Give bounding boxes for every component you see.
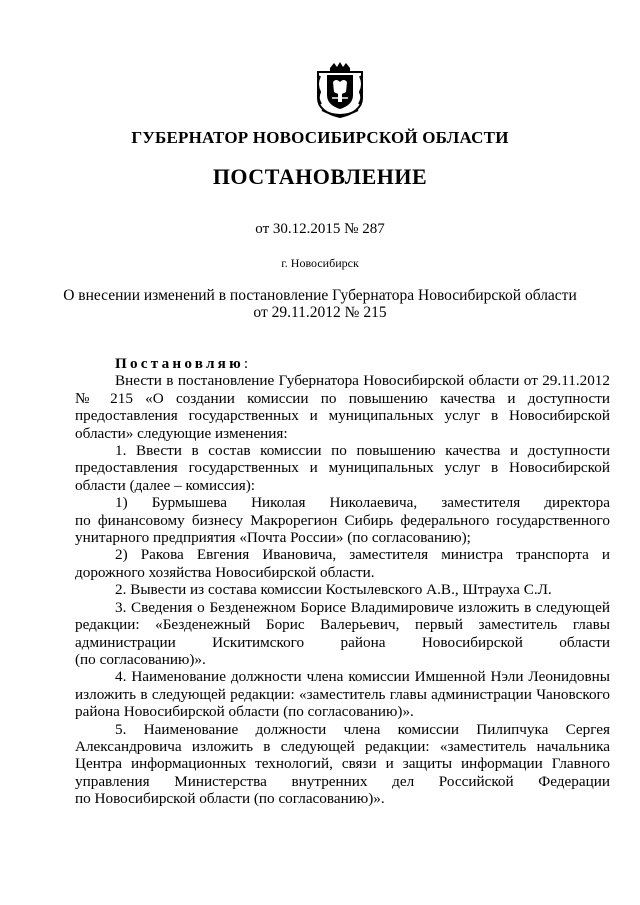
body-line: 1) Бурмышева Николая Николаевича, заместителя директора [115,494,610,512]
body-line: предоставления государственных и муниципальных услуг в Новосибирской [75,459,610,477]
body-line: № 215 «О создании комиссии по повышению качества и доступности [75,389,610,407]
document-type: ПОСТАНОВЛЕНИЕ [212,164,428,189]
body-line: области» следующие изменения: [75,424,288,442]
body-line: района Новосибирской области (по согласованию)». [75,703,414,721]
body-line: области (далее – комиссия): [75,476,255,494]
body-line: дорожного хозяйства Новосибирской области. [75,563,375,581]
body-line: 1. Ввести в состав комиссии по повышению качества и доступности [115,442,610,460]
resolve-heading: Постановляю: [115,355,249,372]
body-line: предоставления государственных и муниципальных услуг в Новосибирской [75,407,610,425]
subject-line-1: О внесении изменений в постановление Губернатора Новосибирской области [63,287,577,304]
body-line: управления Министерства внутренних дел Российской Федерации [75,772,610,790]
body-line: Центра информационных технологий, связи и защиты информации Главного [75,755,610,773]
body-line: изложить в следующей редакции: «заместитель главы администрации Чановского [75,685,610,703]
body-line: 3. Сведения о Безденежном Борисе Владимировиче изложить в следующей [115,598,610,616]
body-line: 5. Наименование должности члена комиссии Пилипчука Сергея [115,720,610,738]
body-line: по Новосибирской области (по согласованию)». [75,790,385,808]
body-line: 4. Наименование должности члена комиссии Имшенной Нэли Леонидовны [115,668,610,686]
body-line: (по согласованию)». [75,650,206,668]
body-line: администрации Искитимского района Новосибирской области [75,633,610,651]
date-number: от 30.12.2015 № 287 [255,221,385,237]
body-line: Александровича изложить в следующей редакции: «заместитель начальника [75,737,610,755]
body-line: по финансовому бизнесу Макрорегион Сибирь федерального государственного [75,511,610,529]
issuer-title: ГУБЕРНАТОР НОВОСИБИРСКОЙ ОБЛАСТИ [131,128,509,147]
body-line: унитарного предприятия «Почта России» (по согласованию); [75,529,471,547]
city: г. Новосибирск [281,256,359,270]
body-line: 2. Вывести из состава комиссии Костылевского А.В., Штрауха С.Л. [115,581,552,599]
body-line: 2) Ракова Евгения Ивановича, заместителя министра транспорта и [115,546,610,564]
body-line: редакции: «Безденежный Борис Валерьевич, первый заместитель главы [75,616,610,634]
document-body [75,355,610,808]
subject-line-2: от 29.11.2012 № 215 [253,304,387,321]
body-line: Внести в постановление Губернатора Новосибирской области от 29.11.2012 [115,372,610,390]
coat-of-arms-icon [314,62,366,118]
